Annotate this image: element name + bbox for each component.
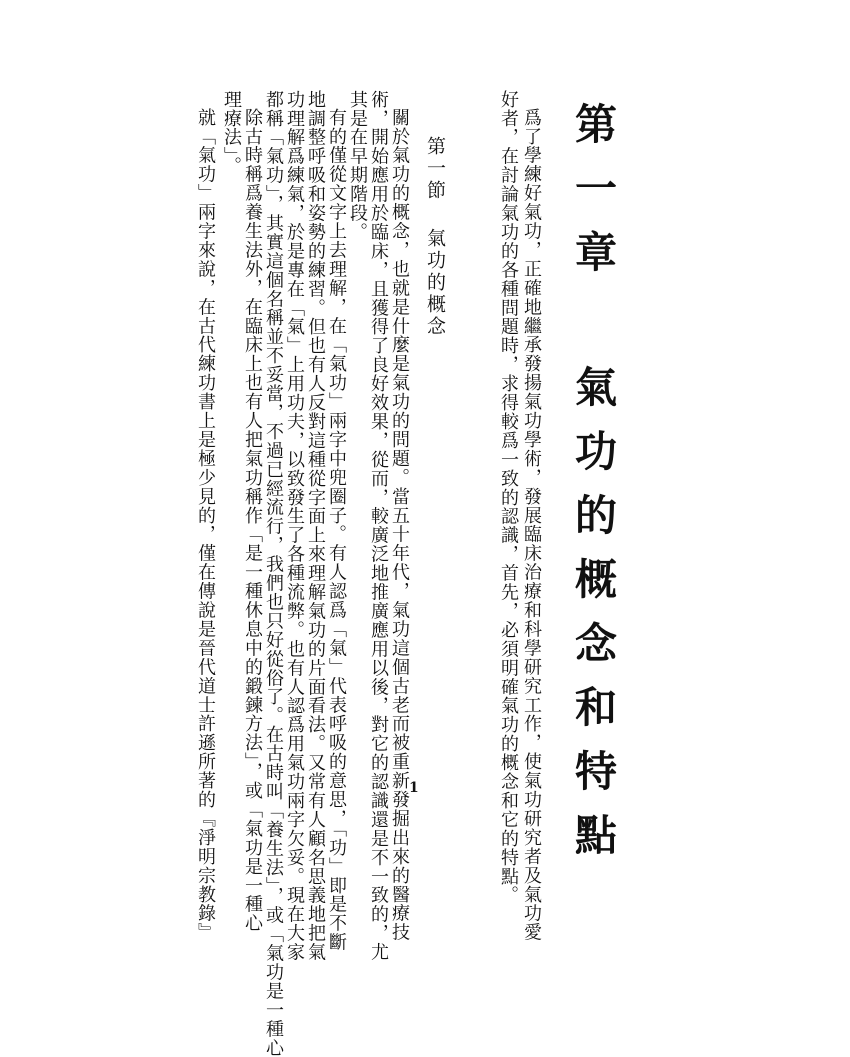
body-line-7: 都稱「氣功」，其實這個名稱並不妥當，不過已經流行，我們也只好從俗了。在古時叫「養生法」，或「氣功是一種心 <box>263 90 284 1057</box>
body-line-10: 就「氣功」兩字來說，在古代練功書上是極少見的，僅在傳說是晉代道士許遜所著的『淨明宗教錄』 <box>195 108 216 942</box>
body-line-1: 關於氣功的概念，也就是什麼是氣功的問題。當五十年代，氣功這個古老而被重新發掘出來的醫療技 <box>389 108 410 942</box>
body-line-6: 功理解爲練氣，於是專在「氣」上用功夫，以致發生了各種流弊。也有人認爲用氣功兩字欠妥。現在大家 <box>284 90 305 962</box>
body-line-9: 理療法」。 <box>221 90 242 176</box>
body-line-2: 術，開始應用於臨床，且獲得了良好效果，從而，較廣泛地推廣應用以後，對它的認識還是不一致的，尤 <box>368 90 389 962</box>
body-line-3: 其是在早期階段。 <box>347 90 368 242</box>
body-line-8: 除古時稱爲養生法外，在臨床上也有人把氣功稱作「是一種休息中的鍛鍊方法」，或「氣功是一種心 <box>242 108 263 933</box>
body-line-5: 地調整呼吸和姿勢的練習。但也有人反對這種從字面上來理解氣功的片面看法。又常有人顧名思義地把氣 <box>305 90 326 962</box>
intro-line-1: 爲了學練好氣功，正確地繼承發揚氣功學術，發展臨床治療和科學研究工作，使氣功研究者及氣功愛 <box>521 108 542 942</box>
intro-line-2: 好者，在討論氣功的各種問題時，求得較爲一致的認識，首先，必須明確氣功的概念和它的特點。 <box>498 90 519 905</box>
section-number: 第一節 <box>424 136 446 202</box>
chapter-title: 第一章 氣功的概念和特點 <box>569 102 618 877</box>
section-heading <box>425 136 444 338</box>
section-name: 氣功的概念 <box>424 228 446 338</box>
body-line-4: 有的僅從文字上去理解，在「氣功」兩字中兜圈子。有人認爲「氣」代表呼吸的意思，「功」即是不斷 <box>326 108 347 952</box>
page-number: 1 <box>409 780 419 796</box>
